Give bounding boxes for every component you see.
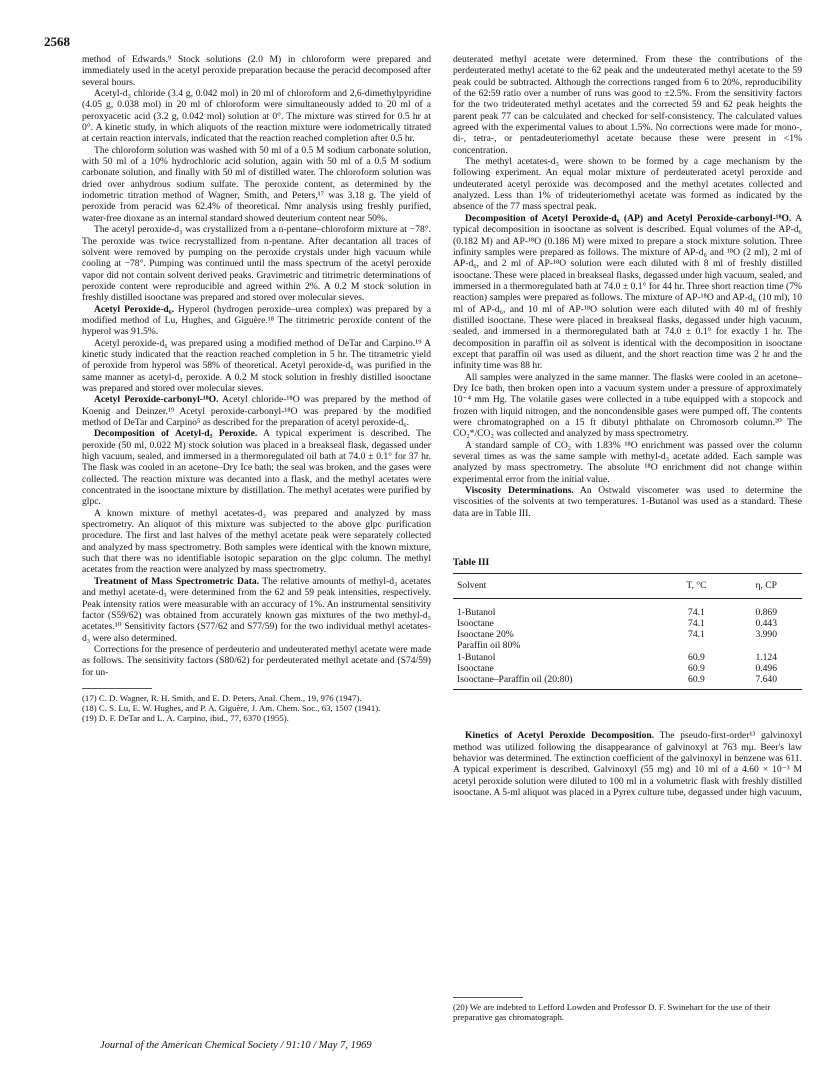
paragraph	[453, 440, 802, 485]
footnote-rule-right	[453, 997, 523, 998]
right-body-text-after-table	[453, 730, 802, 798]
section-heading: Decomposition of Acetyl Peroxide-d₆ (AP) and Acetyl Peroxide-carbonyl-¹⁸O.	[465, 212, 792, 224]
paragraph-text: A known mixture of methyl acetates-d₃ was prepared and analyzed by mass spectrometry. An aliquot of this mixture was subjected to the above glpc purification procedure. The first and last halves of the methyl acetate peak were separately collected and analyzed by mass spectrometry. Both samples were identical with the known mixture, such that there was no identifiable isotopic separation on the glpc column. The methyl acetates from the reaction were analyzed by mass spectrometry.	[82, 507, 431, 576]
table-header-viscosity: η, CP	[730, 574, 802, 598]
paragraph	[453, 730, 802, 798]
right-column	[453, 54, 802, 798]
table-row	[453, 640, 802, 651]
table-cell-solvent: Isooctane	[457, 662, 494, 674]
table-cell-temperature: 60.9	[688, 651, 705, 663]
table-cell-solvent: 1-Butanol	[457, 606, 496, 618]
table-header-temperature: T, °C	[662, 574, 730, 598]
table-cell-viscosity: 0.869	[755, 606, 778, 618]
paragraph-text: The relative amounts of methyl-d₃ acetates and methyl acetate-d₃ were determined from the 62 and 59 peak intensities, respectively. Peak intensity ratios were measurable with an accuracy of 1%. An instrumental sensitivity factor (S59/62) was obtained from accurately known gas mixtures of the two methyl-d₃ acetates.¹⁰ Sensitivity factors (S77/62 and S77/59) for the two individual methyl acetates-d₃ were also determined.	[82, 575, 432, 644]
paragraph-text: An Ostwald viscometer was used to determine the viscosities of the solvents at two temperatures. 1-Butanol was used as a standard. These data are in Table III.	[453, 485, 802, 519]
paragraph-text: The methyl acetates-d₃ were shown to be formed by a cage mechanism by the following experiment. An equal molar mixture of perdeuterated acetyl peroxide and undeuterated acetyl peroxide was decomposed and the methyl acetates collected and analyzed. Less than 1% of trideuteriomethyl acetate was formed as indicated by the absence of the 77 mass spectral peak.	[453, 156, 802, 213]
right-footnotes	[453, 997, 802, 1022]
table-title: Table III	[453, 557, 490, 569]
paragraph	[82, 644, 431, 678]
table-row	[453, 629, 802, 640]
footnote-rule	[82, 688, 152, 689]
page-number: 2568	[44, 34, 70, 49]
footnote: (19) D. F. DeTar and L. A. Carpino, ibid., 77, 6370 (1955).	[82, 713, 289, 724]
right-body-text	[453, 54, 802, 519]
table-body	[453, 598, 802, 689]
table-header-row	[453, 574, 802, 598]
table-cell-viscosity: 7.640	[730, 674, 802, 690]
section-heading: Acetyl Peroxide-carbonyl-¹⁸O.	[94, 394, 219, 406]
table-cell-temperature: 74.1	[688, 606, 705, 618]
paragraph-text: deuterated methyl acetate were determined. From these the contributions of the perdeuterated methyl acetate to the 62 peak and the undeuterated methyl acetate to the 59 peak could be subtracted. Although the corrections ranged from 6 to 20%, reproducibility of the 62:59 ratio over a number of runs was good to ±2.5%. From the sensitivity factors for the two trideuterated methyl acetates and the corrected 59 and 62 peak heights the parent peak 77 can be calculated and checked for self-consistency. The calculated values agreed with the experimental values to about 1.5%. No corrections were made for mono-, di-, tetra-, or pentadeuteriomethyl acetate because these were present in <1% concentration.	[453, 54, 802, 156]
paragraph-text: Acetyl chloride-¹⁸O was prepared by the method of Koenig and Deinzer.¹⁹ Acetyl peroxide-carbonyl-¹⁸O was prepared by the modified method of DeTar and Carpino⁵ as described for the preparation of acetyl peroxide-d₆.	[82, 394, 431, 428]
paragraph	[453, 485, 802, 519]
table-cell-solvent: Isooctane	[457, 617, 494, 629]
right-footnote-list	[453, 1002, 802, 1022]
paragraph-text: A standard sample of CO₂ with 1.83% ¹⁸O enrichment was passed over the column several times as was the same sample with methyl-d₃ acetate added. Each sample was analyzed by mass spectrometry. The absolute ¹⁸O enrichment did not change within experimental error from the initial value.	[453, 439, 802, 485]
paragraph	[82, 576, 431, 644]
table-cell-temperature: 60.9	[688, 662, 705, 674]
table-cell-viscosity: 1.124	[755, 651, 778, 663]
paragraph	[82, 88, 431, 145]
paragraph	[82, 508, 431, 576]
paragraph-text: All samples were analyzed in the same manner. The flasks were cooled in an acetone–Dry Ice bath, then broken open into a vacuum system under a pressure of approximately 10⁻⁴ mm Hg. The volatile gases were collected in a tube equipped with a stopcock and frozen with liquid nitrogen, and the noncondensible gases were pumped off. The contents were chromatographed on a 15 ft dibutyl phthalate on Chromosorb column.²⁰ The CO₂*/CO₂ was collected and analyzed by mass spectrometry.	[453, 371, 802, 440]
paragraph-text: The acetyl peroxide-d₃ was crystallized from a n-pentane–chloroform mixture at −78°. The peroxide was twice recrystallized from n-pentane. After decantation all traces of solvent were removed by pumping on the peroxide crystals under high vacuum while cooling at −78°. Pumping was continued until the mass spectrum of the acetyl peroxide vapor did not contain solvent derived peaks. Gravimetric and titrimetric determinations of peroxide content were reproducible and agreed within 2%. A 0.2 M stock solution in freshly distilled isooctane was prepared and stored over molecular sieves.	[82, 224, 431, 304]
footnote: (20) We are indebted to Lefford Lowden and Professor D. F. Swinehart for the use of their preparative gas chromatograph.	[453, 1002, 771, 1023]
paragraph	[82, 54, 431, 88]
paragraph-text: A typical experiment is described. The peroxide (50 ml, 0.022 M) stock solution was placed in a breakseal flask, degassed under high vacuum, sealed, and immersed in a thermoregulated oil bath at 74.0 ± 0.1° for 37 hr. The flask was cooled in an acetone–Dry Ice bath; the seal was broken, and the gases were collected. The reaction mixture was decanted into a flask, and the methyl acetates were concentrated in the isooctane mixture by distillation. The methyl acetates were purified by glpc.	[82, 428, 431, 508]
paragraph	[453, 54, 802, 156]
table-row	[453, 652, 802, 663]
left-column	[82, 54, 431, 724]
paragraph	[453, 156, 802, 213]
table-cell-temperature: 60.9	[662, 674, 730, 690]
paragraph	[82, 145, 431, 224]
table-cell-temperature: 74.1	[688, 629, 705, 641]
left-footnotes	[82, 693, 431, 724]
table-cell-temperature: 74.1	[688, 617, 705, 629]
table-cell-solvent: Isooctane–Paraffin oil (20:80)	[453, 674, 662, 690]
left-body-text	[82, 54, 431, 678]
paragraph-text: Corrections for the presence of perdeuterio and undeuterated methyl acetate were made as follows. The sensitivity factors (S80/62) for perdeuterated methyl acetate and (S74/59) for un-	[82, 643, 431, 678]
paragraph	[453, 372, 802, 440]
table-cell-viscosity	[730, 640, 802, 651]
paragraph-text: The chloroform solution was washed with 50 ml of a 0.5 M sodium carbonate solution, with 50 ml of a 10% hydrochloric acid solution, again with 50 ml of a 0.5 M sodium carbonate solution, and finally with 50 ml of distilled water. The chloroform solution was dried over anhydrous sodium sulfate. The peroxide content, as determined by the iodometric titration method of Wagner, Smith, and Peters,¹⁷ was 3.18 g. The yield of peroxide from peracid was 62.4% of theoretical. Nmr analysis using freshly purified, water-free dioxane as an internal standard showed deuterium content near 50%.	[82, 144, 431, 224]
paragraph	[82, 224, 431, 303]
paragraph-text: The pseudo-first-order¹³ galvinoxyl method was utilized following the disappearance of galvinoxyl at 763 mμ. Beer's law behavior was determined. The extinction coefficient of the galvinoxyl in benzene was 611. A typical experiment is described. Galvinoxyl (55 mg) and 10 ml of a 4.60 × 10⁻³ M acetyl peroxide solution were diluted to 100 ml in a volumetric flask with freshly distilled isooctane. A 5-ml aliquot was placed in a Pyrex culture tube, degassed under high vacuum,	[453, 730, 802, 798]
journal-footer: Journal of the American Chemical Society / 91:10 / May 7, 1969	[100, 1040, 372, 1051]
table-cell-solvent: 1-Butanol	[457, 651, 496, 663]
table-cell-viscosity: 0.496	[755, 662, 778, 674]
table-cell-solvent: Paraffin oil 80%	[457, 640, 521, 652]
paragraph-text: method of Edwards.⁹ Stock solutions (2.0 M) in chloroform were prepared and immediately used in the acetyl peroxide preparation because the peracid decomposed after several hours.	[82, 54, 431, 88]
viscosity-table	[453, 573, 802, 690]
paragraph	[82, 428, 431, 507]
paragraph	[453, 213, 802, 372]
paragraph	[82, 304, 431, 338]
section-heading: Acetyl Peroxide-d₆.	[94, 303, 175, 315]
section-heading: Kinetics of Acetyl Peroxide Decomposition.	[465, 730, 655, 742]
paragraph	[82, 338, 431, 395]
paragraph-text: Acetyl peroxide-d₆ was prepared using a modified method of DeTar and Carpino.¹⁹ A kinetic study indicated that the reaction reached completion in 5 hr. The titrametric yield of peroxide from hyperol was 58% of theoretical. Acetyl peroxide-d₆ was purified in the same manner as acetyl-d₃ peroxide. A 0.2 M stock solution in freshly distilled isooctane was prepared and stored over molecular sieves.	[82, 337, 431, 394]
paragraph-text: A typical decomposition in isooctane as solvent is described. Equal volumes of the AP-d₆ (0.182 M) and AP-¹⁸O (0.186 M) were mixed to prepare a stock mixture solution. Three infinity samples were prepared as follows. The mixture of AP-d₆ and ¹⁸O (2 ml), 2 ml of AP-d₆, and 2 ml of AP-¹⁸O solution were each diluted with 8 ml of freshly distilled isooctane. These were placed in breakseal flasks, degassed under high vacuum, sealed, and immersed in a thermoregulated bath at 74.0 ± 0.1° for 44 hr. Three short reaction time (7% reaction) samples were prepared as follows. The mixture of AP-¹⁸O and AP-d₆ (10 ml), 10 ml of AP-d₆, and 10 ml of AP-¹⁸O solution were each diluted with 40 ml of freshly distilled isooctane. These were placed in breakseal flasks, degassed under high vacuum, sealed, and immersed in a thermoregulated bath at 74.0 ± 0.1° for exactly 1 hr. The decomposition in paraffin oil as solvent is identical with the decomposition in isooctane except that paraffin oil was used as diluent, and the short reaction time was 2 hr and the infinity time was 88 hr.	[453, 212, 802, 372]
footnote: (17) C. D. Wagner, R. H. Smith, and E. D. Peters, Anal. Chem., 19, 976 (1947).	[82, 692, 362, 703]
table-row	[453, 674, 802, 690]
paragraph-text: Hyperol (hydrogen peroxide–urea complex) was prepared by a modified method of Lu, Hughes, and Giguère.¹⁸ The titrimetric peroxide content of the hyperol was 91.5%.	[82, 303, 431, 338]
table-row	[453, 598, 802, 618]
table-row	[453, 663, 802, 674]
table-cell-temperature	[662, 640, 730, 651]
paragraph	[82, 394, 431, 428]
section-heading: Viscosity Determinations.	[465, 485, 574, 497]
table-header-solvent: Solvent	[453, 574, 662, 598]
section-heading: Decomposition of Acetyl-d₃ Peroxide.	[94, 428, 258, 440]
footnote: (18) C. S. Lu, E. W. Hughes, and P. A. Giguère, J. Am. Chem. Soc., 63, 1507 (1941).	[82, 703, 381, 714]
table-cell-viscosity: 0.443	[755, 617, 778, 629]
section-heading: Treatment of Mass Spectrometric Data.	[94, 575, 260, 587]
table-cell-viscosity: 3.990	[755, 629, 778, 641]
table-row	[453, 618, 802, 629]
paragraph-text: Acetyl-d₃ chloride (3.4 g, 0.042 mol) in 20 ml of chloroform and 2,6-dimethylpyridine (4.05 g, 0.038 mol) in 20 ml of chloroform were simultaneously added to 20 ml of a peroxyacetic acid (3.2 g, 0.042 mol) solution at 0°. The mixture was stirred for 0.5 hr at 0°. A kinetic study, in which aliquots of the reaction mixture were iodometrically titrated at certain reaction intervals, indicated that the reaction reached completion after 0.5 hr.	[82, 88, 431, 145]
table-cell-solvent: Isooctane 20%	[457, 629, 514, 641]
